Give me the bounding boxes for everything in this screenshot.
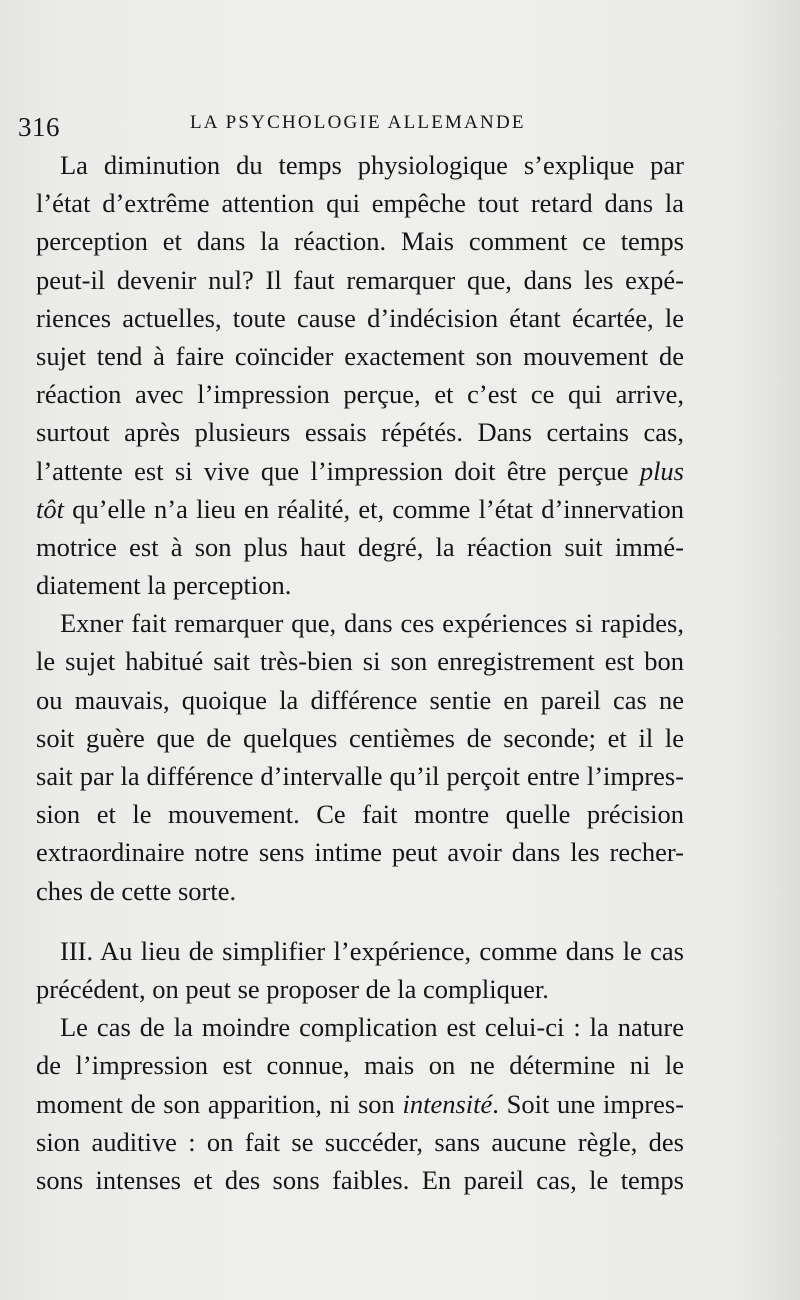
text-line: surtout après plusieurs essais répétés. Dans certains cas, bbox=[36, 417, 684, 448]
text-line bbox=[36, 452, 684, 490]
text-line: sait par la différence d’intervalle qu’il perçoit entre l’impres- bbox=[36, 761, 684, 791]
text-line: sion auditive : on fait se succéder, sans aucune règle, des bbox=[36, 1126, 684, 1157]
paragraph-2 bbox=[36, 604, 684, 910]
section-gap bbox=[36, 910, 684, 932]
italic-text: plus bbox=[639, 455, 684, 486]
text-line: sion et le mouvement. Ce fait montre quelle précision bbox=[36, 799, 684, 830]
text-line: ou mauvais, quoique la différence sentie en pareil cas ne bbox=[36, 684, 684, 715]
paragraph-3 bbox=[36, 932, 684, 1008]
page-header bbox=[18, 104, 698, 144]
text-line: peut-il devenir nul? Il faut remarquer que, dans les expé- bbox=[36, 264, 684, 295]
italic-text: intensité bbox=[402, 1088, 493, 1119]
text-line: réaction avec l’impression perçue, et c’est ce qui arrive, bbox=[36, 379, 684, 410]
text-line: ches de cette sorte. bbox=[36, 875, 237, 906]
text-line: riences actuelles, toute cause d’indécision étant écartée, le bbox=[36, 302, 684, 333]
text-segment: . Soit une impres- bbox=[492, 1088, 684, 1119]
text-segment: l’attente est si vive que l’impression doit être perçue bbox=[36, 455, 640, 486]
text-line: motrice est à son plus haut degré, la réaction suit immé- bbox=[36, 531, 684, 562]
text-line: III. Au lieu de simplifier l’expérience, comme dans le cas bbox=[60, 935, 684, 966]
running-head: LA PSYCHOLOGIE ALLEMANDE bbox=[190, 112, 526, 133]
text-line bbox=[36, 1085, 684, 1123]
text-line: de l’impression est connue, mais on ne détermine ni le bbox=[36, 1050, 684, 1081]
text-line: sons intenses et des sons faibles. En pareil cas, le temps bbox=[36, 1164, 684, 1195]
text-line: le sujet habitué sait très-bien si son enregistrement est bon bbox=[36, 646, 684, 677]
text-segment: moment de son apparition, ni son bbox=[36, 1088, 403, 1119]
text-line bbox=[36, 490, 684, 528]
text-line: Exner fait remarquer que, dans ces expériences si rapides, bbox=[60, 608, 684, 639]
text-line: extraordinaire notre sens intime peut avoir dans les recher- bbox=[36, 837, 684, 868]
paragraph-4 bbox=[36, 1008, 684, 1199]
text-line: l’état d’extrême attention qui empêche tout retard dans la bbox=[36, 188, 684, 219]
text-line: diatement la perception. bbox=[36, 570, 292, 601]
body-text bbox=[36, 146, 684, 1199]
text-line: La diminution du temps physiologique s’explique par bbox=[60, 150, 684, 180]
italic-text: tôt bbox=[36, 493, 64, 524]
paragraph-1 bbox=[36, 146, 684, 604]
text-line: soit guère que de quelques centièmes de seconde; et il le bbox=[36, 722, 684, 753]
text-line: précédent, on peut se proposer de la compliquer. bbox=[36, 973, 549, 1004]
text-line: perception et dans la réaction. Mais comment ce temps bbox=[36, 226, 684, 257]
page-number: 316 bbox=[18, 112, 60, 142]
text-segment: qu’elle n’a lieu en réalité, et, comme l’état d’innervation bbox=[63, 493, 684, 524]
text-line: Le cas de la moindre complication est celui-ci : la nature bbox=[60, 1012, 684, 1043]
text-line: sujet tend à faire coïncider exactement son mouvement de bbox=[36, 340, 684, 371]
